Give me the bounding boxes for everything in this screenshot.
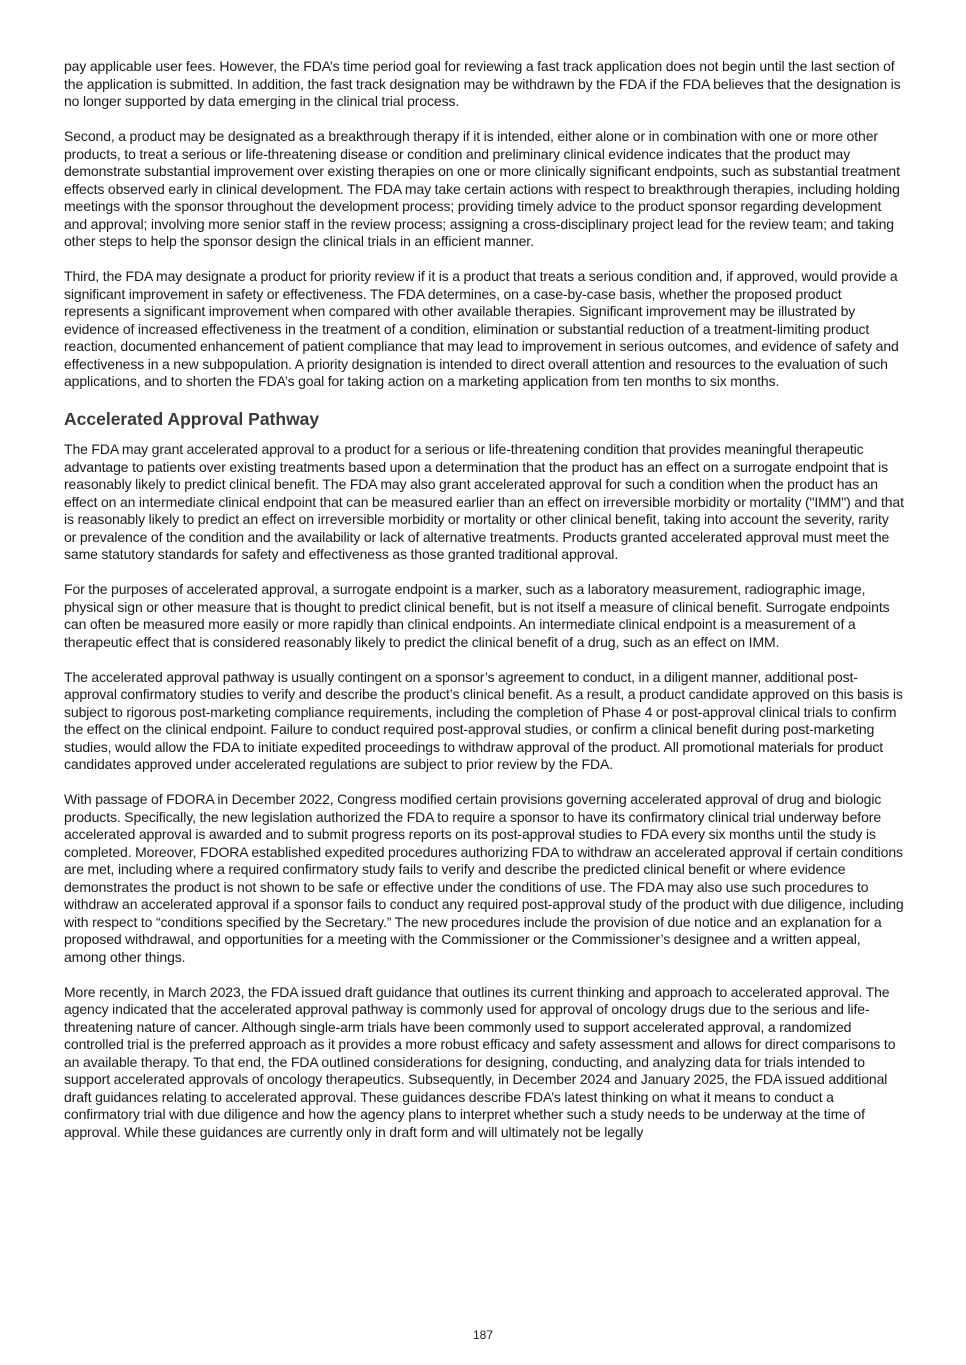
section-heading-accelerated-approval: Accelerated Approval Pathway [64,409,320,429]
document-page [64,58,904,1159]
paragraph-confirmatory-studies: The accelerated approval pathway is usually contingent on a sponsor’s agreement to conduct, in a diligent manner, additional post-approval confirmatory studies to verify and describe the product’s clinical benefit. As a result, a product candidate approved on this basis is subject to rigorous post-marketing compliance requirements, including the completion of Phase 4 or post-approval clinical trials to confirm the effect on the clinical endpoint. Failure to conduct required post-approval studies, or confirm a clinical benefit during post-marketing studies, would allow the FDA to initiate expedited proceedings to withdraw approval of the product. All promotional materials for product candidates approved under accelerated regulations are subject to prior review by the FDA. [64,668,903,772]
paragraph-draft-guidance: More recently, in March 2023, the FDA issued draft guidance that outlines its current thinking and approach to accelerated approval. The agency indicated that the accelerated approval pathway is commonly used for approval of oncology drugs due to the serious and life-threatening nature of cancer. Although single-arm trials have been commonly used to support accelerated approval, a randomized controlled trial is the preferred approach as it provides a more robust efficacy and safety assessment and allows for direct comparisons to an available therapy. To that end, the FDA outlined considerations for designing, conducting, and analyzing data for trials intended to support accelerated approvals of oncology therapeutics. Subsequently, in December 2024 and January 2025, the FDA issued additional draft guidances relating to accelerated approval. These guidances describe FDA’s latest thinking on what it means to conduct a confirmatory trial with due diligence and how the agency plans to interpret whether such a study needs to be underway at the time of approval. While these guidances are currently only in draft form and will ultimately not be legally [64,983,896,1140]
paragraph-fast-track-continued: pay applicable user fees. However, the FDA’s time period goal for reviewing a fast track application does not begin until the last section of the application is submitted. In addition, the fast track designation may be withdrawn by the FDA if the FDA believes that the designation is no longer supported by data emerging in the clinical trial process. [64,58,901,109]
page-number: 187 [472,1328,494,1342]
paragraph-breakthrough-therapy: Second, a product may be designated as a breakthrough therapy if it is intended, either alone or in combination with one or more other products, to treat a serious or life-threatening disease or condition and preliminary clinical evidence indicates that the product may demonstrate substantial improvement over existing therapies on one or more clinically significant endpoints, such as substantial treatment effects observed early in clinical development. The FDA may take certain actions with respect to breakthrough therapies, including holding meetings with the sponsor throughout the development process; providing timely advice to the product sponsor regarding development and approval; involving more senior staff in the review process; assigning a cross-disciplinary project lead for the review team; and taking other steps to help the sponsor design the clinical trials in an efficient manner. [64,128,900,249]
paragraph-surrogate-endpoint: For the purposes of accelerated approval, a surrogate endpoint is a marker, such as a laboratory measurement, radiographic image, physical sign or other measure that is thought to predict clinical benefit, but is not itself a measure of clinical benefit. Surrogate endpoints can often be measured more easily or more rapidly than clinical endpoints. An intermediate clinical endpoint is a measurement of a therapeutic effect that is considered reasonably likely to predict the clinical benefit of a drug, such as an effect on IMM. [64,581,890,650]
paragraph-accelerated-approval-intro: The FDA may grant accelerated approval to a product for a serious or life-threatening condition that provides meaningful therapeutic advantage to patients over existing treatments based upon a determination that the product has an effect on a surrogate endpoint that is reasonably likely to predict clinical benefit. The FDA may also grant accelerated approval for such a condition when the product has an effect on an intermediate clinical endpoint that can be measured earlier than an effect on irreversible morbidity or mortality ("IMM") and that is reasonably likely to predict an effect on irreversible morbidity or mortality or other clinical benefit, taking into account the severity, rarity or prevalence of the condition and the availability or lack of alternative treatments. Products granted accelerated approval must meet the same statutory standards for safety and effectiveness as those granted traditional approval. [64,441,904,562]
paragraph-fdora: With passage of FDORA in December 2022, Congress modified certain provisions governing accelerated approval of drug and biologic products. Specifically, the new legislation authorized the FDA to require a sponsor to have its confirmatory clinical trial underway before accelerated approval is awarded and to submit progress reports on its post-approval studies to FDA every six months until the study is completed. Moreover, FDORA established expedited procedures authorizing FDA to withdraw an accelerated approval if certain conditions are met, including where a required confirmatory study fails to verify and describe the predicted clinical benefit or where evidence demonstrates the product is not shown to be safe or effective under the conditions of use. The FDA may also use such procedures to withdraw an accelerated approval if a sponsor fails to conduct any required post-approval study of the product with due diligence, including with respect to “conditions specified by the Secretary.” The new procedures include the provision of due notice and an explanation for a proposed withdrawal, and opportunities for a meeting with the Commissioner or the Commissioner’s designee and a written appeal, among other things. [64,791,904,965]
paragraph-priority-review: Third, the FDA may designate a product for priority review if it is a product that treats a serious condition and, if approved, would provide a significant improvement in safety or effectiveness. The FDA determines, on a case-by-case basis, whether the proposed product represents a significant improvement when compared with other available therapies. Significant improvement may be illustrated by evidence of increased effectiveness in the treatment of a condition, elimination or substantial reduction of a treatment-limiting product reaction, documented enhancement of patient compliance that may lead to improvement in serious outcomes, and evidence of safety and effectiveness in a new subpopulation. A priority designation is intended to direct overall attention and resources to the evaluation of such applications, and to shorten the FDA’s goal for taking action on a marketing application from ten months to six months. [64,268,899,389]
